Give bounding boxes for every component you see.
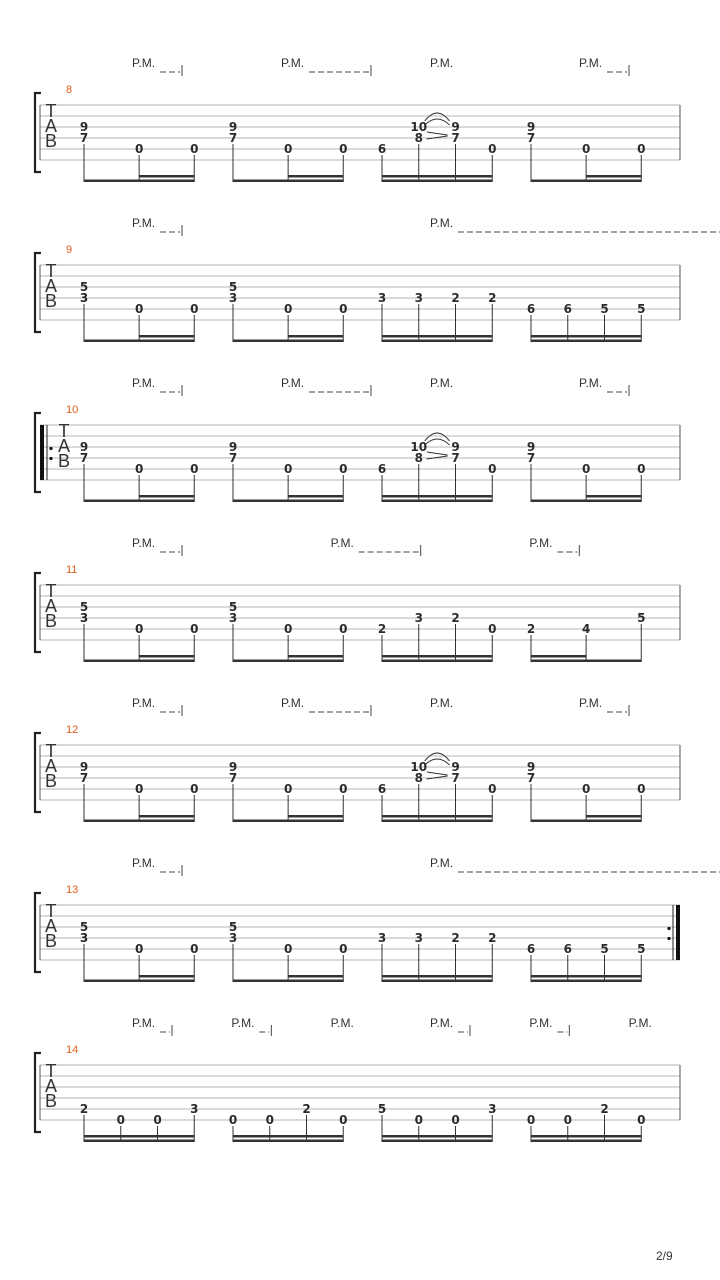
fret-number: 0 [339,1113,348,1127]
measure-number: 13 [66,884,79,896]
palm-mute-label: P.M. [430,56,454,70]
secondary-beam [139,815,194,818]
fret-number: 5 [228,920,238,934]
fret-number: 10 [410,120,428,134]
tab-system [35,376,680,502]
palm-mute-label: P.M. [132,376,156,390]
primary-beam [382,180,492,183]
palm-mute-label: P.M. [330,536,354,550]
fret-number: 9 [79,440,89,454]
tie-arc [425,439,450,445]
palm-mute-label: P.M. [430,1016,454,1030]
fret-number: 9 [451,440,460,454]
palm-mute-label: P.M. [579,376,603,390]
tab-system [35,536,680,662]
palm-mute-label: P.M. [628,1016,652,1030]
fret-number: 2 [377,622,387,636]
tab-clef-letter: A [44,1076,58,1096]
fret-number: 2 [451,291,460,305]
fret-number: 9 [228,440,238,454]
fret-number: 7 [79,451,89,465]
fret-number: 6 [563,302,572,316]
palm-mute-label: P.M. [330,1016,354,1030]
secondary-beam [382,495,492,498]
fret-number: 8 [414,451,423,465]
fret-number: 3 [414,611,423,625]
fret-number: 0 [283,622,293,636]
measure-number: 9 [66,244,73,256]
palm-mute-label: P.M. [529,536,553,550]
fret-number: 3 [79,291,89,305]
fret-number: 0 [134,142,144,156]
primary-beam [382,500,492,503]
fret-number: 9 [79,760,89,774]
tab-clef-letter: T [45,741,57,761]
fret-number: 3 [377,291,387,305]
primary-beam [84,1140,194,1143]
fret-number: 9 [79,120,89,134]
secondary-beam [139,655,194,658]
palm-mute-label: P.M. [132,216,156,230]
repeat-dot [667,937,670,940]
primary-beam [531,1140,641,1143]
beat-group [80,920,199,982]
tab-clef-letter: T [45,1061,57,1081]
tab-clef-letter: T [58,421,70,441]
secondary-beam [139,175,194,178]
fret-number: 0 [339,782,348,796]
tab-clef-letter: A [44,276,58,296]
fret-number: 3 [190,1102,199,1116]
primary-beam [233,340,343,343]
fret-number: 5 [228,600,238,614]
fret-number: 5 [228,280,238,294]
fret-number: 0 [581,142,591,156]
fret-number: 5 [600,942,609,956]
tab-clef-letter: B [44,931,58,951]
fret-number: 7 [79,771,89,785]
fret-number: 0 [134,462,144,476]
fret-number: 2 [451,611,460,625]
primary-beam [233,980,343,983]
fret-number: 5 [637,942,646,956]
tab-system [35,696,680,822]
beat-group [527,942,646,982]
primary-beam [382,980,492,983]
fret-number: 7 [451,131,460,145]
fret-number: 0 [134,782,144,796]
fret-number: 5 [637,611,646,625]
fret-number: 9 [526,120,536,134]
fret-number: 0 [488,782,497,796]
beat-group [378,753,497,822]
fret-number: 0 [283,142,293,156]
tab-clef-letter: B [44,131,58,151]
fret-number: 9 [451,120,460,134]
fret-number: 0 [581,782,591,796]
fret-number: 9 [451,760,460,774]
fret-number: 2 [488,931,497,945]
fret-number: 2 [451,931,460,945]
tab-clef-letter: T [45,261,57,281]
beat-group [80,120,199,182]
repeat-dot [667,927,670,930]
primary-beam [531,500,641,503]
beat-group [527,611,646,662]
palm-mute-label: P.M. [430,856,454,870]
fret-number: 9 [526,440,536,454]
beat-group [527,1102,646,1142]
measure-number: 10 [66,404,79,416]
fret-number: 7 [526,451,536,465]
fret-number: 0 [563,1113,572,1127]
fret-number: 0 [488,622,497,636]
secondary-beam [531,655,586,658]
secondary-beam [288,335,343,338]
fret-number: 3 [488,1102,497,1116]
primary-beam [531,820,641,823]
fret-number: 0 [134,302,144,316]
slide-line [427,132,448,135]
beat-group [229,120,348,182]
secondary-beam [531,1135,641,1138]
fret-number: 0 [637,1113,646,1127]
beat-group [80,280,199,342]
fret-number: 6 [526,302,536,316]
fret-number: 0 [339,142,348,156]
secondary-beam [288,815,343,818]
beat-group [378,931,497,982]
beat-group [229,1102,348,1142]
fret-number: 6 [563,942,572,956]
beat-group [527,120,646,182]
fret-number: 0 [283,462,293,476]
fret-number: 3 [414,931,423,945]
fret-number: 5 [377,1102,387,1116]
secondary-beam [288,175,343,178]
primary-beam [382,340,492,343]
fret-number: 3 [414,291,423,305]
tab-clef-letter: A [44,596,58,616]
fret-number: 7 [451,771,460,785]
fret-number: 7 [228,131,238,145]
primary-beam [233,820,343,823]
page-number: 2/9 [656,1249,673,1263]
repeat-start-thick-bar [40,425,44,480]
palm-mute-label: P.M. [132,856,156,870]
fret-number: 0 [283,942,293,956]
fret-number: 0 [637,462,646,476]
measure-number: 11 [66,564,78,576]
measure-number: 8 [66,84,73,96]
tab-system [35,856,720,982]
fret-number: 9 [526,760,536,774]
tab-clef-letter: B [44,291,58,311]
fret-number: 0 [190,782,199,796]
fret-number: 0 [116,1113,125,1127]
fret-number: 3 [228,931,238,945]
fret-number: 7 [451,451,460,465]
beat-group [229,440,348,502]
secondary-beam [382,815,492,818]
fret-number: 6 [526,942,536,956]
fret-number: 0 [339,302,348,316]
fret-number: 0 [339,462,348,476]
palm-mute-label: P.M. [430,376,454,390]
beat-group [527,760,646,822]
slide-line [427,452,448,455]
secondary-beam [382,335,492,338]
secondary-beam [233,1135,343,1138]
tab-clef-letter: B [44,1091,58,1111]
secondary-beam [382,175,492,178]
fret-number: 0 [339,942,348,956]
secondary-beam [288,975,343,978]
tie-arc [425,119,450,125]
fret-number: 0 [451,1113,460,1127]
fret-number: 2 [526,622,536,636]
tie-arc [425,759,450,765]
tab-clef-letter: B [57,451,71,471]
secondary-beam [139,975,194,978]
beat-group [80,440,199,502]
tab-clef-letter: A [44,756,58,776]
primary-beam [531,980,641,983]
fret-number: 7 [526,771,536,785]
fret-number: 0 [283,782,293,796]
palm-mute-label: P.M. [132,1016,156,1030]
repeat-dot [49,447,52,450]
fret-number: 0 [134,622,144,636]
fret-number: 0 [488,462,497,476]
fret-number: 0 [153,1113,162,1127]
palm-mute-label: P.M. [430,696,454,710]
palm-mute-label: P.M. [132,696,156,710]
primary-beam [531,180,641,183]
fret-number: 7 [228,451,238,465]
beat-group [527,440,646,502]
fret-number: 5 [600,302,609,316]
palm-mute-label: P.M. [579,56,603,70]
palm-mute-label: P.M. [281,376,305,390]
primary-beam [84,500,194,503]
fret-number: 0 [488,142,497,156]
tab-clef-letter: A [57,436,71,456]
primary-beam [84,820,194,823]
primary-beam [84,660,194,663]
secondary-beam [139,335,194,338]
beat-group [378,433,497,502]
fret-number: 8 [414,131,423,145]
repeat-end-thick-bar [676,905,680,960]
fret-number: 3 [79,611,89,625]
tab-system [35,56,680,182]
fret-number: 0 [190,142,199,156]
beat-group [378,611,497,662]
secondary-beam [531,975,641,978]
primary-beam [84,980,194,983]
palm-mute-label: P.M. [281,56,305,70]
fret-number: 3 [79,931,89,945]
fret-number: 5 [79,920,89,934]
tab-clef-letter: B [44,611,58,631]
fret-number: 6 [377,142,387,156]
fret-number: 9 [228,760,238,774]
fret-number: 10 [410,760,428,774]
measure-number: 12 [66,724,79,736]
primary-beam [233,660,343,663]
secondary-beam [382,1135,492,1138]
beat-group [378,1102,497,1142]
primary-beam [233,180,343,183]
primary-beam [233,500,343,503]
beat-group [80,760,199,822]
fret-number: 7 [79,131,89,145]
fret-number: 2 [302,1102,311,1116]
fret-number: 10 [410,440,428,454]
fret-number: 0 [190,302,199,316]
palm-mute-label: P.M. [132,536,156,550]
fret-number: 2 [79,1102,89,1116]
beat-group [80,1102,199,1142]
primary-beam [382,660,492,663]
tab-system [35,216,720,342]
slide-line [427,772,448,775]
secondary-beam [288,495,343,498]
secondary-beam [531,335,641,338]
primary-beam [531,660,641,663]
beat-group [80,600,199,662]
secondary-beam [586,815,641,818]
fret-number: 2 [600,1102,609,1116]
palm-mute-label: P.M. [430,216,454,230]
tab-clef-letter: T [45,581,57,601]
fret-number: 3 [377,931,387,945]
secondary-beam [382,655,492,658]
fret-number: 7 [526,131,536,145]
secondary-beam [84,1135,194,1138]
primary-beam [382,1140,492,1143]
fret-number: 5 [637,302,646,316]
secondary-beam [586,175,641,178]
primary-beam [84,180,194,183]
fret-number: 0 [283,302,293,316]
beat-group [229,280,348,342]
fret-number: 0 [190,942,199,956]
tab-clef-letter: B [44,771,58,791]
fret-number: 0 [134,942,144,956]
beat-group [378,113,497,182]
secondary-beam [139,495,194,498]
tab-clef-letter: T [45,901,57,921]
secondary-beam [586,495,641,498]
palm-mute-label: P.M. [579,696,603,710]
primary-beam [382,820,492,823]
fret-number: 0 [581,462,591,476]
fret-number: 4 [581,622,591,636]
tab-clef-letter: A [44,916,58,936]
beat-group [229,920,348,982]
measure-number: 14 [66,1044,79,1056]
beat-group [229,760,348,822]
secondary-beam [288,655,343,658]
fret-number: 0 [190,462,199,476]
fret-number: 5 [79,280,89,294]
primary-beam [84,340,194,343]
tie-arc [425,433,450,441]
beat-group [378,291,497,342]
fret-number: 0 [228,1113,238,1127]
primary-beam [531,340,641,343]
fret-number: 3 [228,291,238,305]
fret-number: 0 [190,622,199,636]
palm-mute-label: P.M. [281,696,305,710]
fret-number: 8 [414,771,423,785]
fret-number: 0 [637,142,646,156]
fret-number: 0 [414,1113,423,1127]
fret-number: 7 [228,771,238,785]
fret-number: 0 [637,782,646,796]
primary-beam [233,1140,343,1143]
fret-number: 0 [265,1113,274,1127]
palm-mute-label: P.M. [132,56,156,70]
tab-clef-letter: T [45,101,57,121]
fret-number: 0 [526,1113,536,1127]
fret-number: 5 [79,600,89,614]
tie-arc [425,113,450,121]
tab-system [35,1016,680,1142]
tab-clef-letter: A [44,116,58,136]
fret-number: 0 [339,622,348,636]
beat-group [527,302,646,342]
repeat-dot [49,457,52,460]
fret-number: 2 [488,291,497,305]
secondary-beam [382,975,492,978]
palm-mute-label: P.M. [529,1016,553,1030]
beat-group [229,600,348,662]
fret-number: 6 [377,462,387,476]
fret-number: 6 [377,782,387,796]
tie-arc [425,753,450,761]
fret-number: 9 [228,120,238,134]
fret-number: 3 [228,611,238,625]
palm-mute-label: P.M. [231,1016,255,1030]
